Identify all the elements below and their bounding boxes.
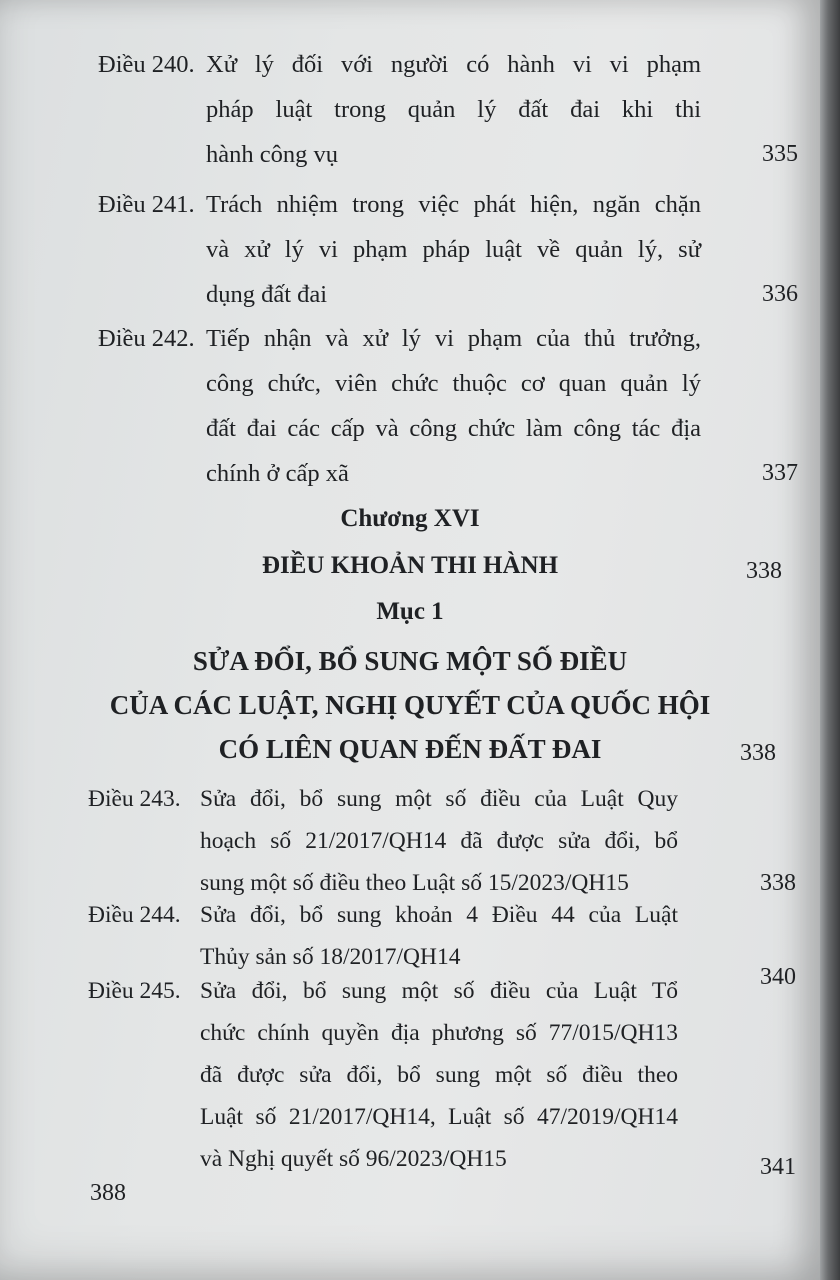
- section-title-line: CÓ LIÊN QUAN ĐẾN ĐẤT ĐAI: [218, 734, 602, 764]
- article-title-line: pháp luật trong quản lý đất đai khi thi: [206, 96, 701, 123]
- article-title-line: công chức, viên chức thuộc cơ quan quản lý: [206, 370, 701, 397]
- toc-entry-240: [98, 42, 808, 177]
- section-title-line: CỦA CÁC LUẬT, NGHỊ QUYẾT CỦA QUỐC HỘI: [109, 690, 711, 720]
- article-number: Điều 244.: [88, 902, 181, 928]
- article-title-line: dụng đất đai: [206, 281, 328, 308]
- toc-entry-245: [88, 970, 808, 1180]
- page-number: 336: [762, 281, 798, 307]
- page-edge-shadow: [820, 0, 840, 1280]
- article-title-line: Sửa đổi, bổ sung một số điều của Luật Tổ: [200, 978, 678, 1004]
- section-label: Mục 1: [376, 598, 444, 625]
- article-title-line: hành công vụ: [206, 141, 338, 168]
- page-number: 337: [762, 460, 798, 486]
- article-title-line: Thủy sản số 18/2017/QH14: [200, 944, 461, 970]
- folio-page-number: 388: [90, 1180, 126, 1206]
- article-title-line: Tiếp nhận và xử lý vi phạm của thủ trưởng,: [206, 325, 701, 352]
- article-title-line: Luật số 21/2017/QH14, Luật số 47/2019/QH14: [200, 1104, 678, 1130]
- section-page-number: 338: [740, 740, 776, 766]
- chapter-title: ĐIỀU KHOẢN THI HÀNH: [261, 552, 559, 579]
- article-number: Điều 240.: [98, 51, 195, 78]
- article-title-line: đất đai các cấp và công chức làm công tác địa: [206, 415, 701, 442]
- article-title: [206, 316, 701, 496]
- chapter-page-number: 338: [746, 558, 782, 584]
- article-title-line: sung một số điều theo Luật số 15/2023/QH15: [200, 870, 629, 896]
- chapter-label: Chương XVI: [340, 505, 480, 532]
- article-title-line: và xử lý vi phạm pháp luật về quản lý, sử: [206, 236, 701, 263]
- article-title-line: Trách nhiệm trong việc phát hiện, ngăn chặn: [206, 191, 701, 218]
- article-title-line: và Nghị quyết số 96/2023/QH15: [200, 1146, 507, 1172]
- article-number: Điều 242.: [98, 325, 195, 352]
- page-number: 335: [762, 141, 798, 167]
- section-title-line: SỬA ĐỔI, BỔ SUNG MỘT SỐ ĐIỀU: [192, 646, 628, 676]
- toc-entry-243: [88, 778, 808, 904]
- article-number: Điều 245.: [88, 978, 181, 1004]
- article-title: [206, 182, 701, 317]
- article-title-line: Sửa đổi, bổ sung một số điều của Luật Quy: [200, 786, 678, 812]
- article-title-line: chính ở cấp xã: [206, 460, 349, 487]
- article-title: [206, 42, 701, 177]
- article-title: [200, 970, 678, 1180]
- page-number: 338: [760, 870, 796, 896]
- article-number: Điều 243.: [88, 786, 181, 812]
- article-number: Điều 241.: [98, 191, 195, 218]
- toc-entry-242: [98, 316, 808, 496]
- article-title-line: đã được sửa đổi, bổ sung một số điều theo: [200, 1062, 678, 1088]
- article-title-line: Xử lý đối với người có hành vi vi phạm: [206, 51, 701, 78]
- article-title-line: Sửa đổi, bổ sung khoản 4 Điều 44 của Luật: [200, 902, 678, 928]
- toc-entry-241: [98, 182, 808, 317]
- article-title: [200, 778, 678, 904]
- article-title-line: chức chính quyền địa phương số 77/015/QH13: [200, 1020, 678, 1046]
- article-title-line: hoạch số 21/2017/QH14 đã được sửa đổi, bổ: [200, 828, 678, 854]
- page-number: 340: [760, 964, 796, 990]
- page-number: 341: [760, 1154, 796, 1180]
